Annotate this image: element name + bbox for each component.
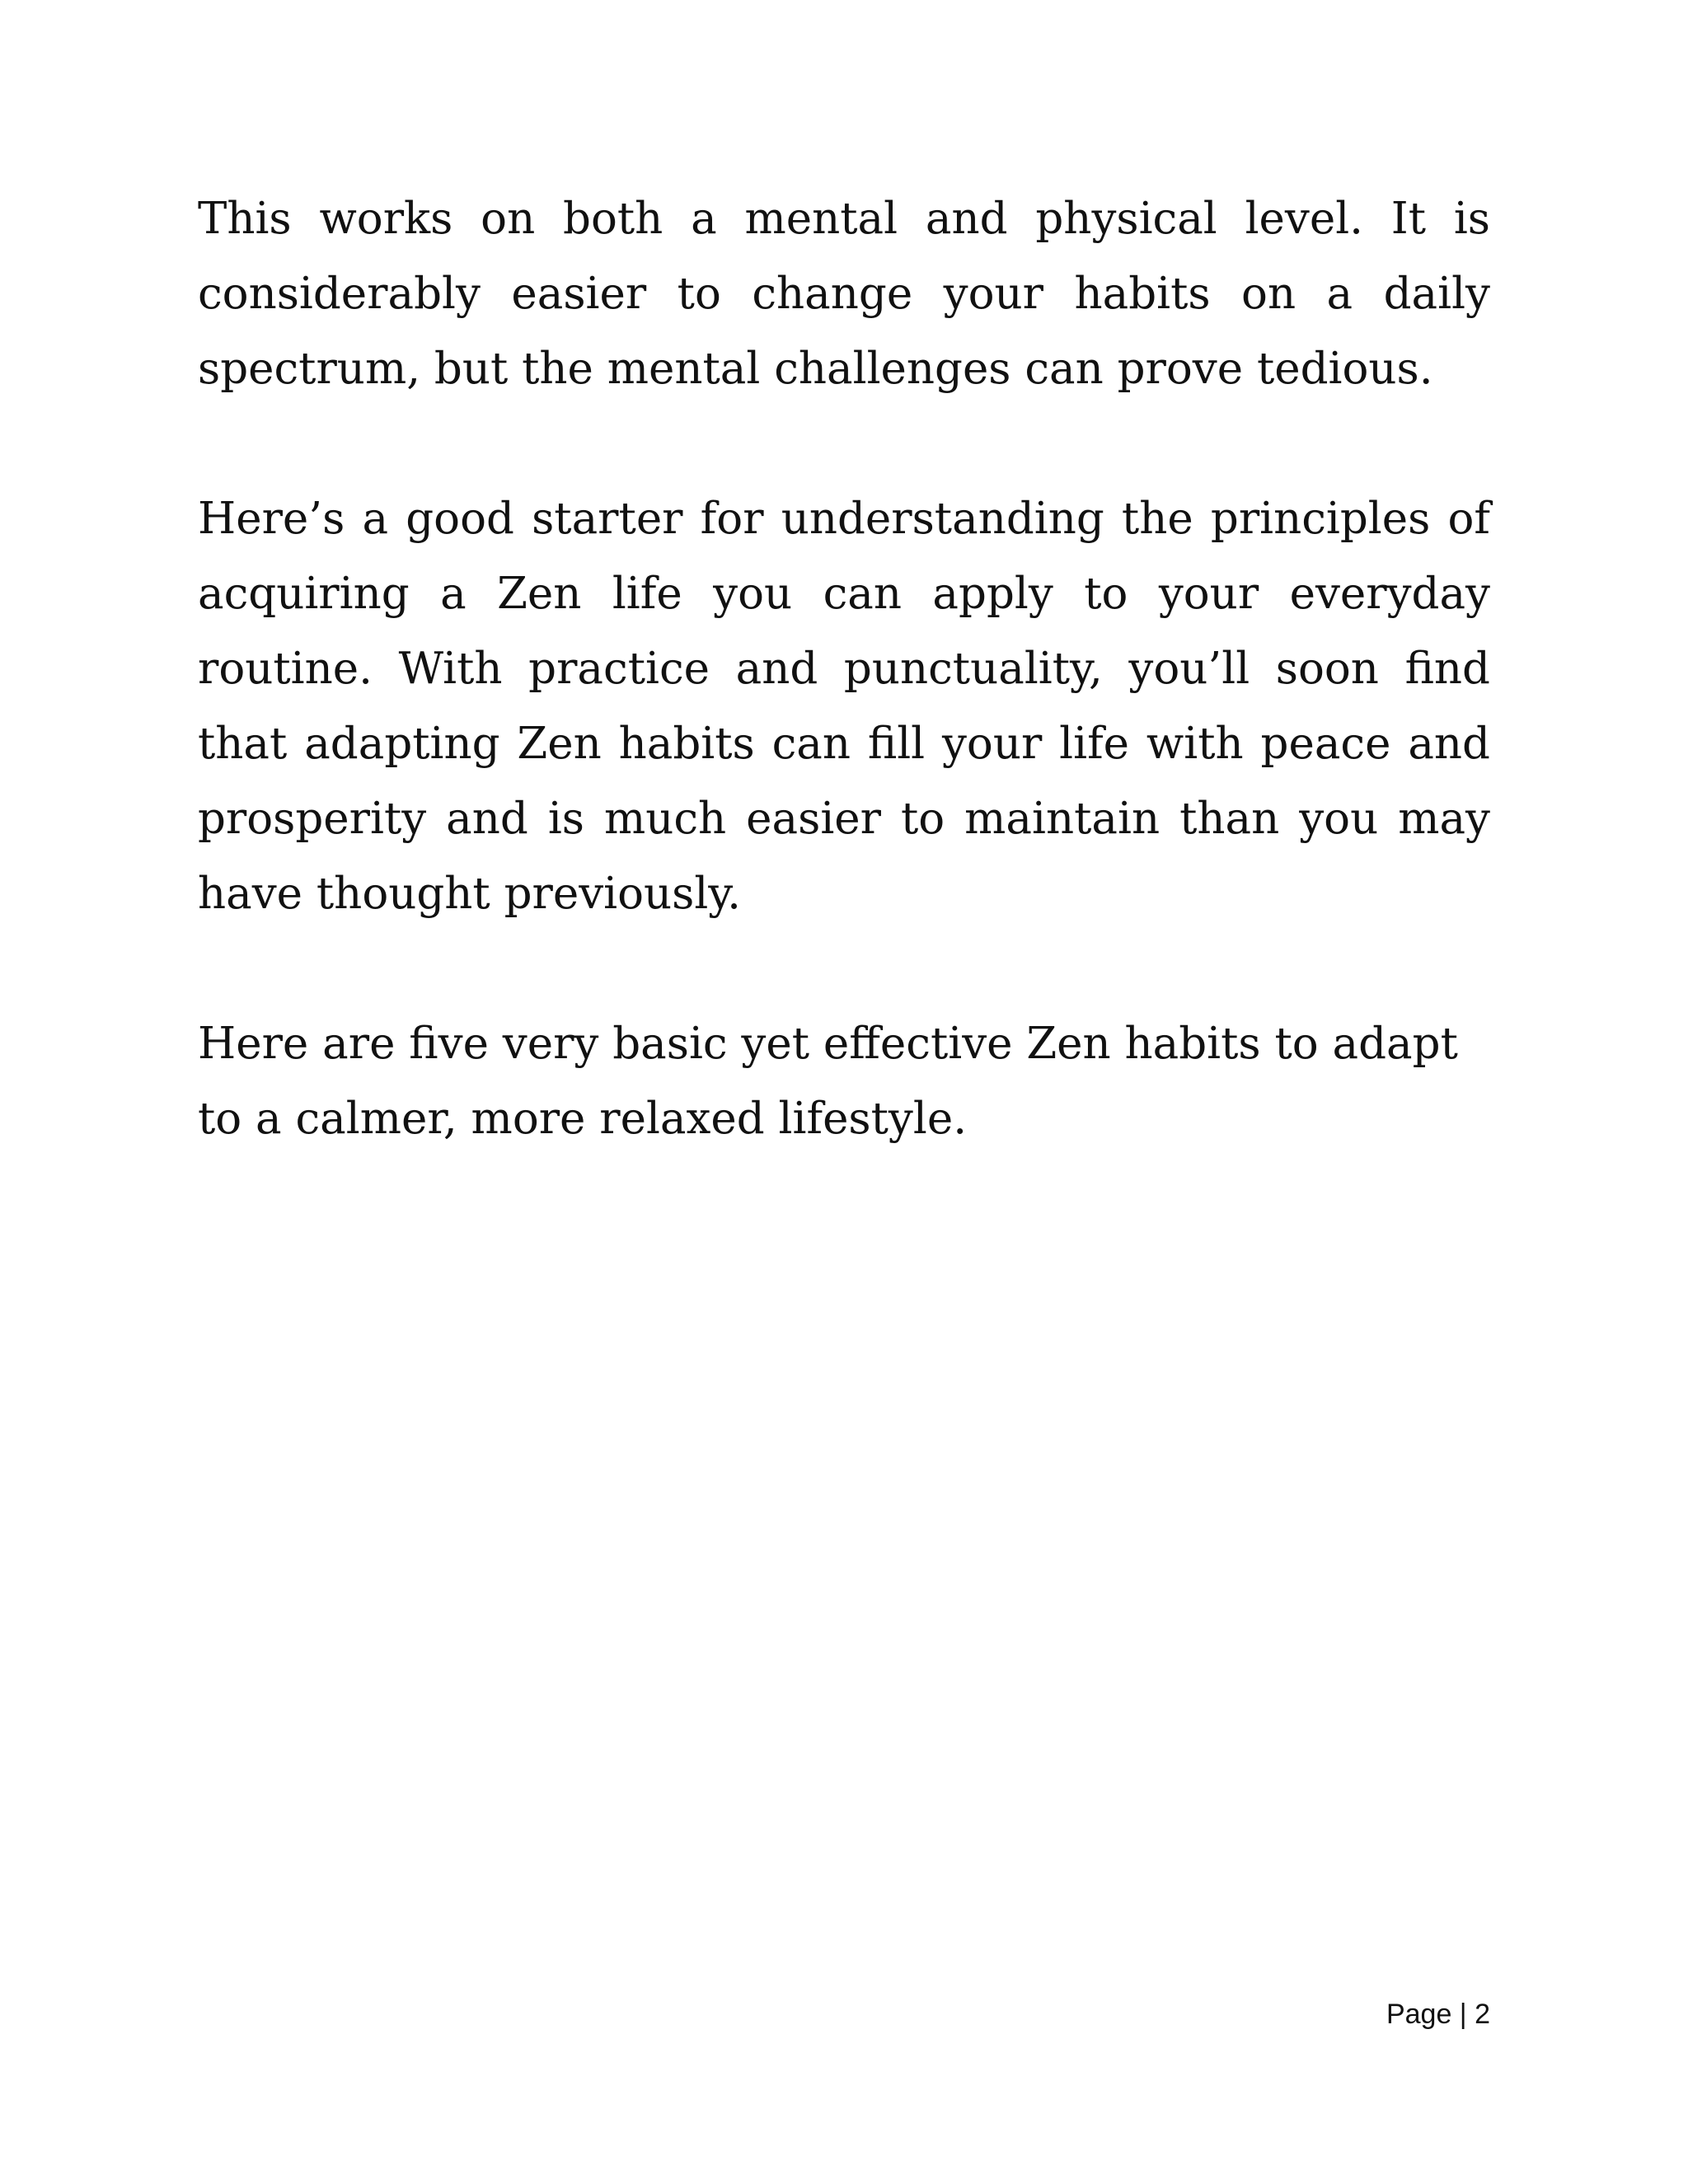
paragraph-2: Here’s a good starter for understanding the principles of acquiring a Zen life you can apply to your everyday routine. With practice and punctuality, you’ll soon find that adapting Zen habits can fill your life with peace and prosperity and is much easier to maintain than you may have thought previously. xyxy=(198,494,1490,919)
paragraph-3: Here are five very basic yet effective Zen habits to adapt to a calmer, more relaxed lifestyle. xyxy=(198,1019,1458,1144)
paragraph-1: This works on both a mental and physical level. It is considerably easier to change your habits on a daily spectrum, but the mental challenges can prove tedious. xyxy=(198,194,1490,394)
body-text xyxy=(198,181,1490,1231)
page-number: Page | 2 xyxy=(1386,1999,1490,2030)
